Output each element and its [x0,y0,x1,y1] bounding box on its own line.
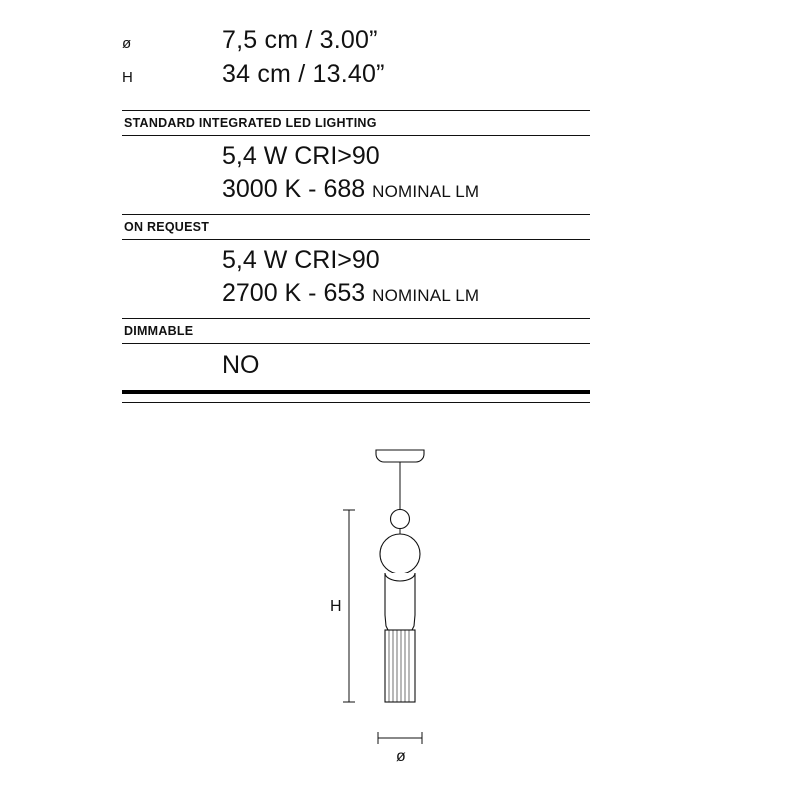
standard-color-unit: NOMINAL LM [372,182,480,201]
diameter-symbol: ø [122,35,132,52]
diameter-value: 7,5 cm / 3.00” [222,26,378,54]
height-dimension-label: H [330,598,342,615]
product-drawing [0,430,800,800]
on-request-values [122,240,590,318]
section-label-on-request: ON REQUEST [124,220,210,234]
height-symbol: H [122,69,133,86]
spacer [122,96,590,110]
standard-color-main: 3000 K - 688 [222,175,373,203]
on-request-color-main: 2700 K - 653 [222,279,373,307]
diameter-dimension-label: ø [396,748,406,765]
specification-table [122,28,590,403]
spacer-2 [122,394,590,402]
on-request-color-unit: NOMINAL LM [372,286,480,305]
standard-color-line [222,173,590,206]
dimension-row-diameter [122,28,590,62]
dimension-row-height [122,62,590,96]
on-request-power-line: 5,4 W CRI>90 [222,246,380,274]
on-request-color-line [222,277,590,310]
dimmable-value: NO [222,351,260,379]
divider-below-thick [122,402,590,403]
standard-values [122,136,590,214]
section-label-dimmable: DIMMABLE [124,324,194,338]
height-value: 34 cm / 13.40” [222,60,385,88]
section-label-standard: STANDARD INTEGRATED LED LIGHTING [124,116,377,130]
standard-power-line: 5,4 W CRI>90 [222,142,380,170]
